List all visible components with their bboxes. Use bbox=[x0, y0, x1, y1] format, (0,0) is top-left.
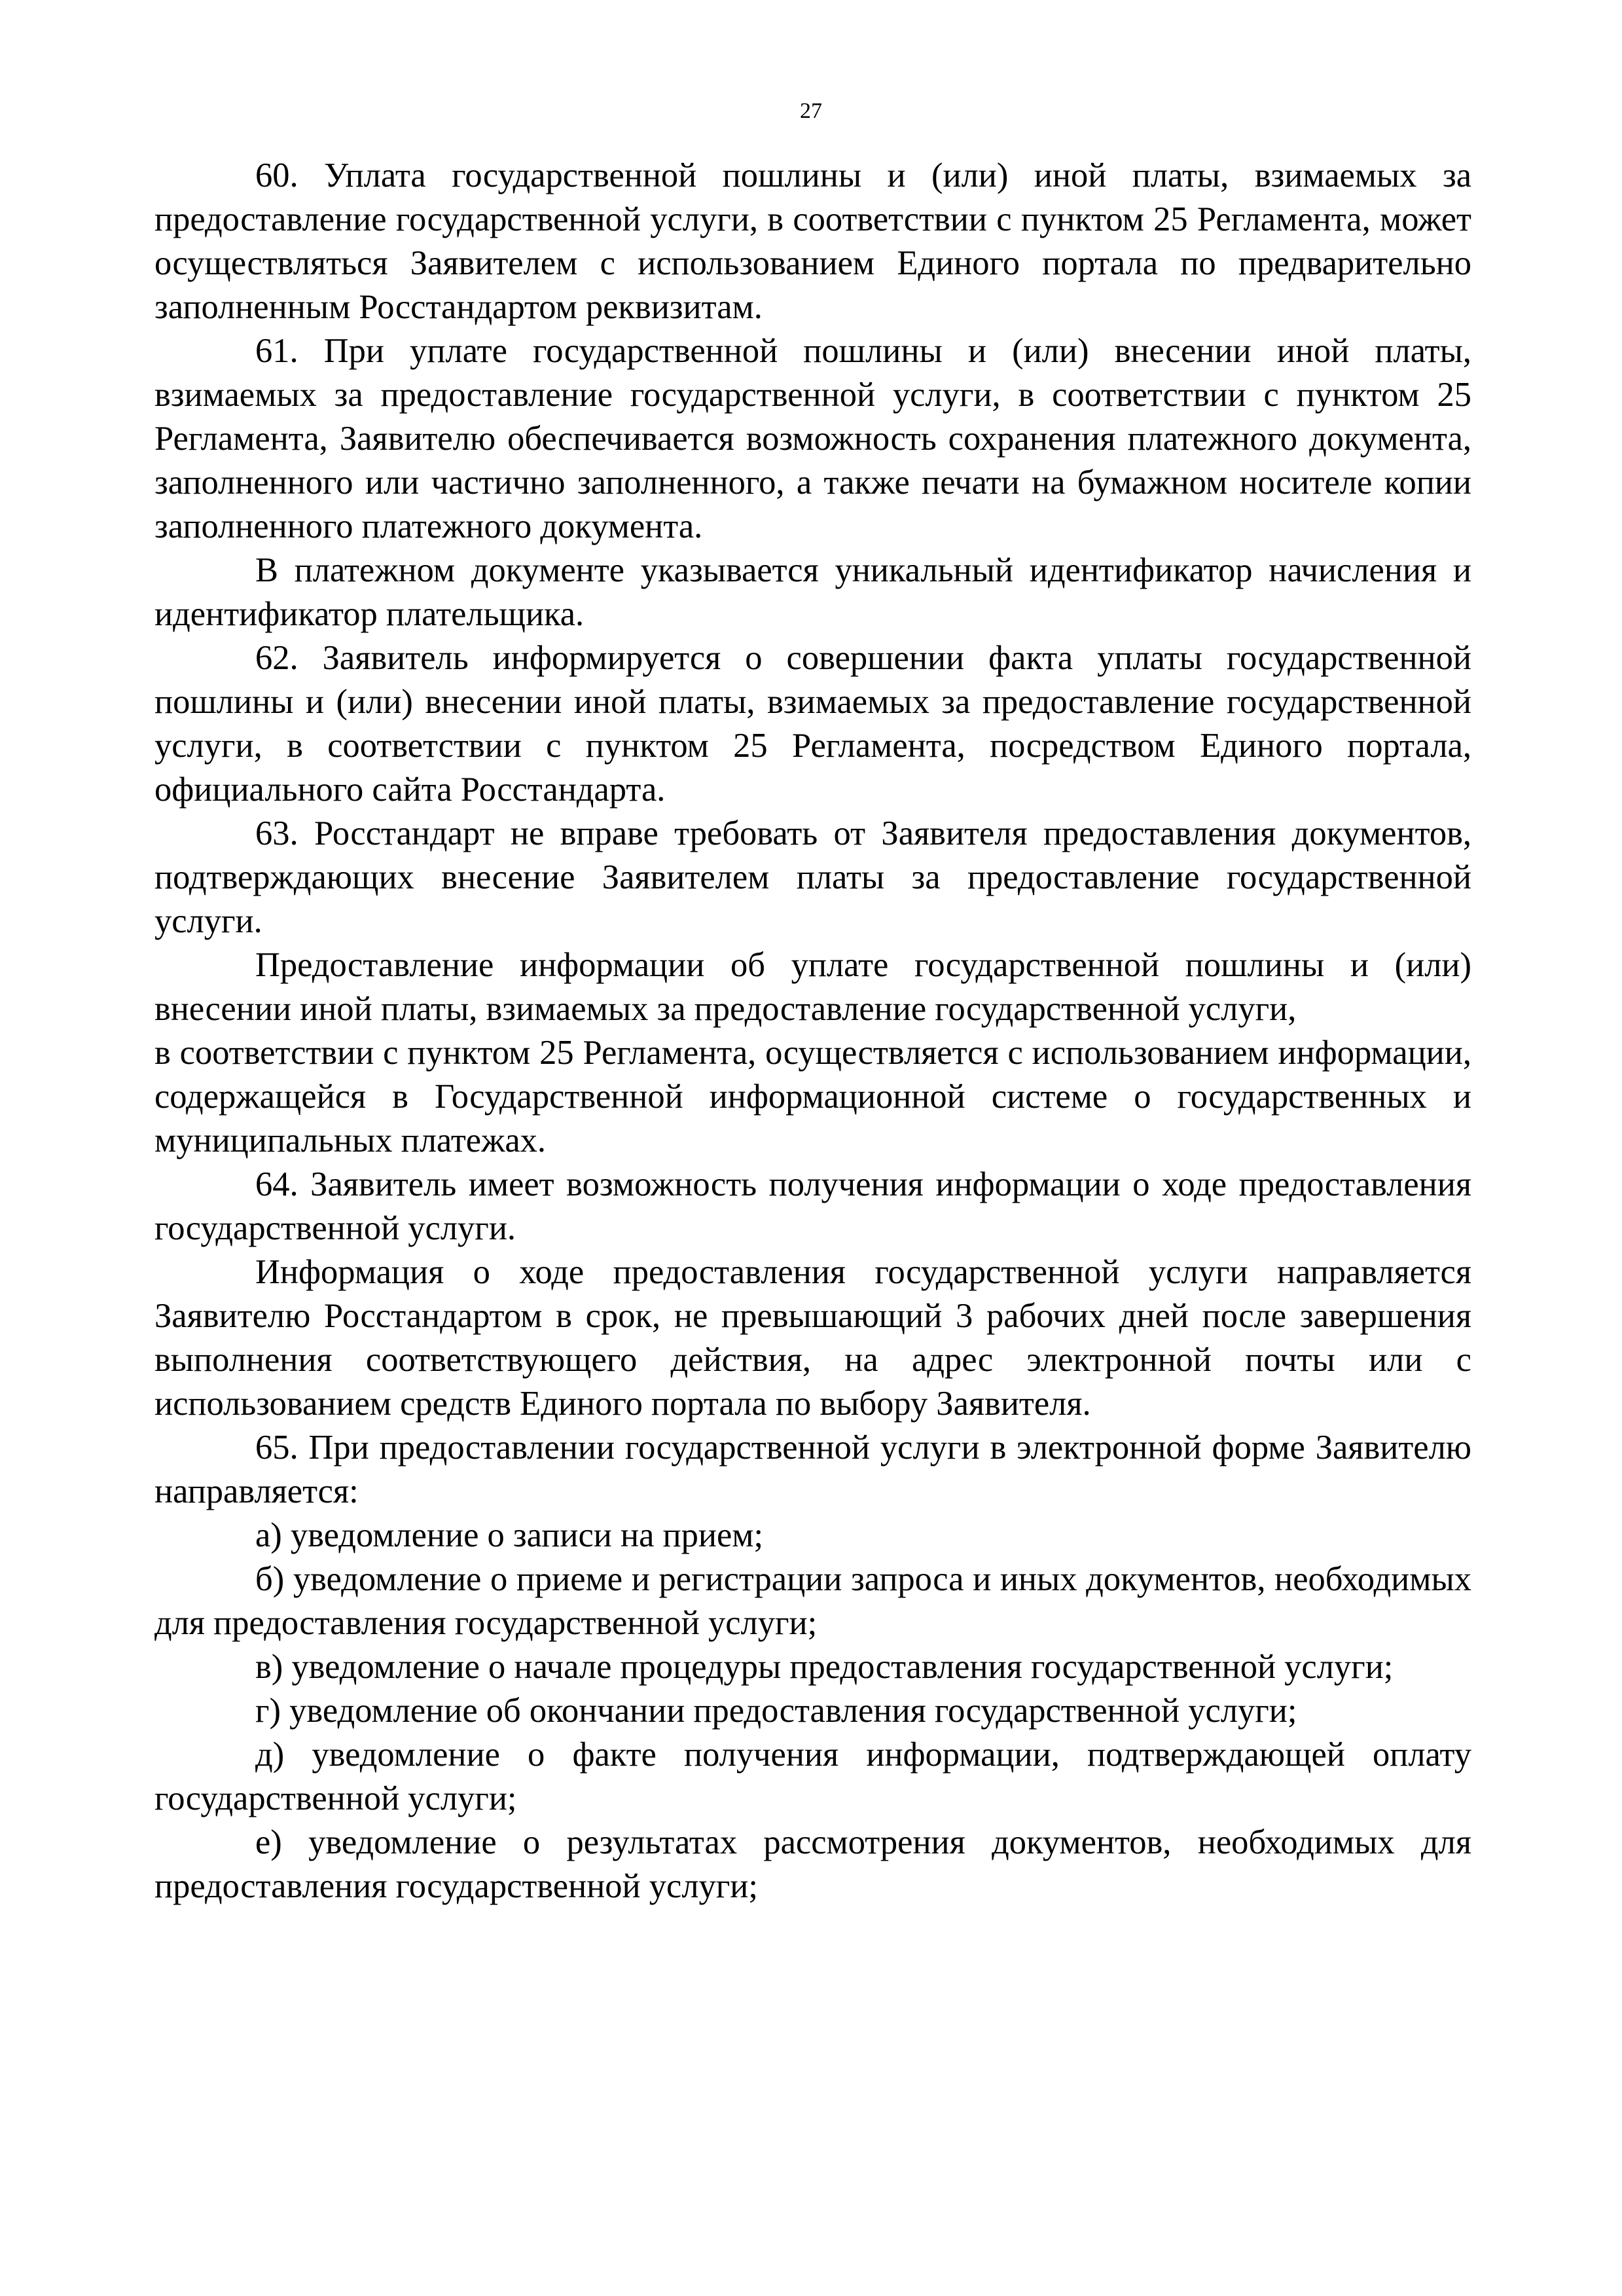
paragraph-60: 60. Уплата государственной пошлины и (или) иной платы, взимаемых за предоставление государственной услуги, в соответствии с пунктом 25 Регламента, может осуществляться Заявителем с использованием Единого портала по предварительно заполненным Росстандартом реквизитам. bbox=[154, 156, 1471, 326]
paragraph-61: 61. При уплате государственной пошлины и (или) внесении иной платы, взимаемых за предоставление государственной услуги, в соответствии с пунктом 25 Регламента, Заявителю обеспечивается возможность сохранения платежного документа, заполненного или частично заполненного, а также печати на бумажном носителе копии заполненного платежного документа. bbox=[154, 332, 1471, 545]
list-item-g: г) уведомление об окончании предоставления государственной услуги; bbox=[255, 1692, 1297, 1730]
list-item-b: б) уведомление о приеме и регистрации запроса и иных документов, необходимых для предоставления государственной услуги; bbox=[154, 1560, 1471, 1642]
page-number: 27 bbox=[800, 99, 822, 123]
paragraph-payment-info: Предоставление информации об уплате государственной пошлины и (или) внесении иной платы, взимаемых за предоставление государственной услуги, bbox=[154, 946, 1471, 1028]
paragraph-63: 63. Росстандарт не вправе требовать от Заявителя предоставления документов, подтверждающих внесение Заявителем платы за предоставление государственной услуги. bbox=[154, 814, 1471, 940]
document-body bbox=[154, 154, 1471, 1908]
paragraph-progress-info: Информация о ходе предоставления государственной услуги направляется Заявителю Росстандартом в срок, не превышающий 3 рабочих дней после завершения выполнения соответствующего действия, на адрес электронной почты или с использованием средств Единого портала по выбору Заявителя. bbox=[154, 1253, 1471, 1423]
list-item-a: а) уведомление о записи на прием; bbox=[255, 1516, 764, 1554]
list-item-e: е) уведомление о результатах рассмотрения документов, необходимых для предоставления государственной услуги; bbox=[154, 1823, 1471, 1905]
paragraph-payment-document: В платежном документе указывается уникальный идентификатор начисления и идентификатор плательщика. bbox=[154, 551, 1471, 633]
list-item-d: д) уведомление о факте получения информации, подтверждающей оплату государственной услуги; bbox=[154, 1736, 1471, 1817]
paragraph-65: 65. При предоставлении государственной услуги в электронной форме Заявителю направляется: bbox=[154, 1429, 1471, 1510]
paragraph-62: 62. Заявитель информируется о совершении факта уплаты государственной пошлины и (или) внесении иной платы, взимаемых за предоставление государственной услуги, в соответствии с пунктом 25 Регламента, посредством Единого портала, официального сайта Росстандарта. bbox=[154, 639, 1471, 809]
paragraph-payment-info-continued: в соответствии с пунктом 25 Регламента, осуществляется с использованием информации, содержащейся в Государственной информационной системе о государственных и муниципальных платежах. bbox=[154, 1034, 1471, 1159]
list-item-v: в) уведомление о начале процедуры предоставления государственной услуги; bbox=[255, 1648, 1394, 1686]
paragraph-64: 64. Заявитель имеет возможность получения информации о ходе предоставления государственной услуги. bbox=[154, 1165, 1471, 1247]
